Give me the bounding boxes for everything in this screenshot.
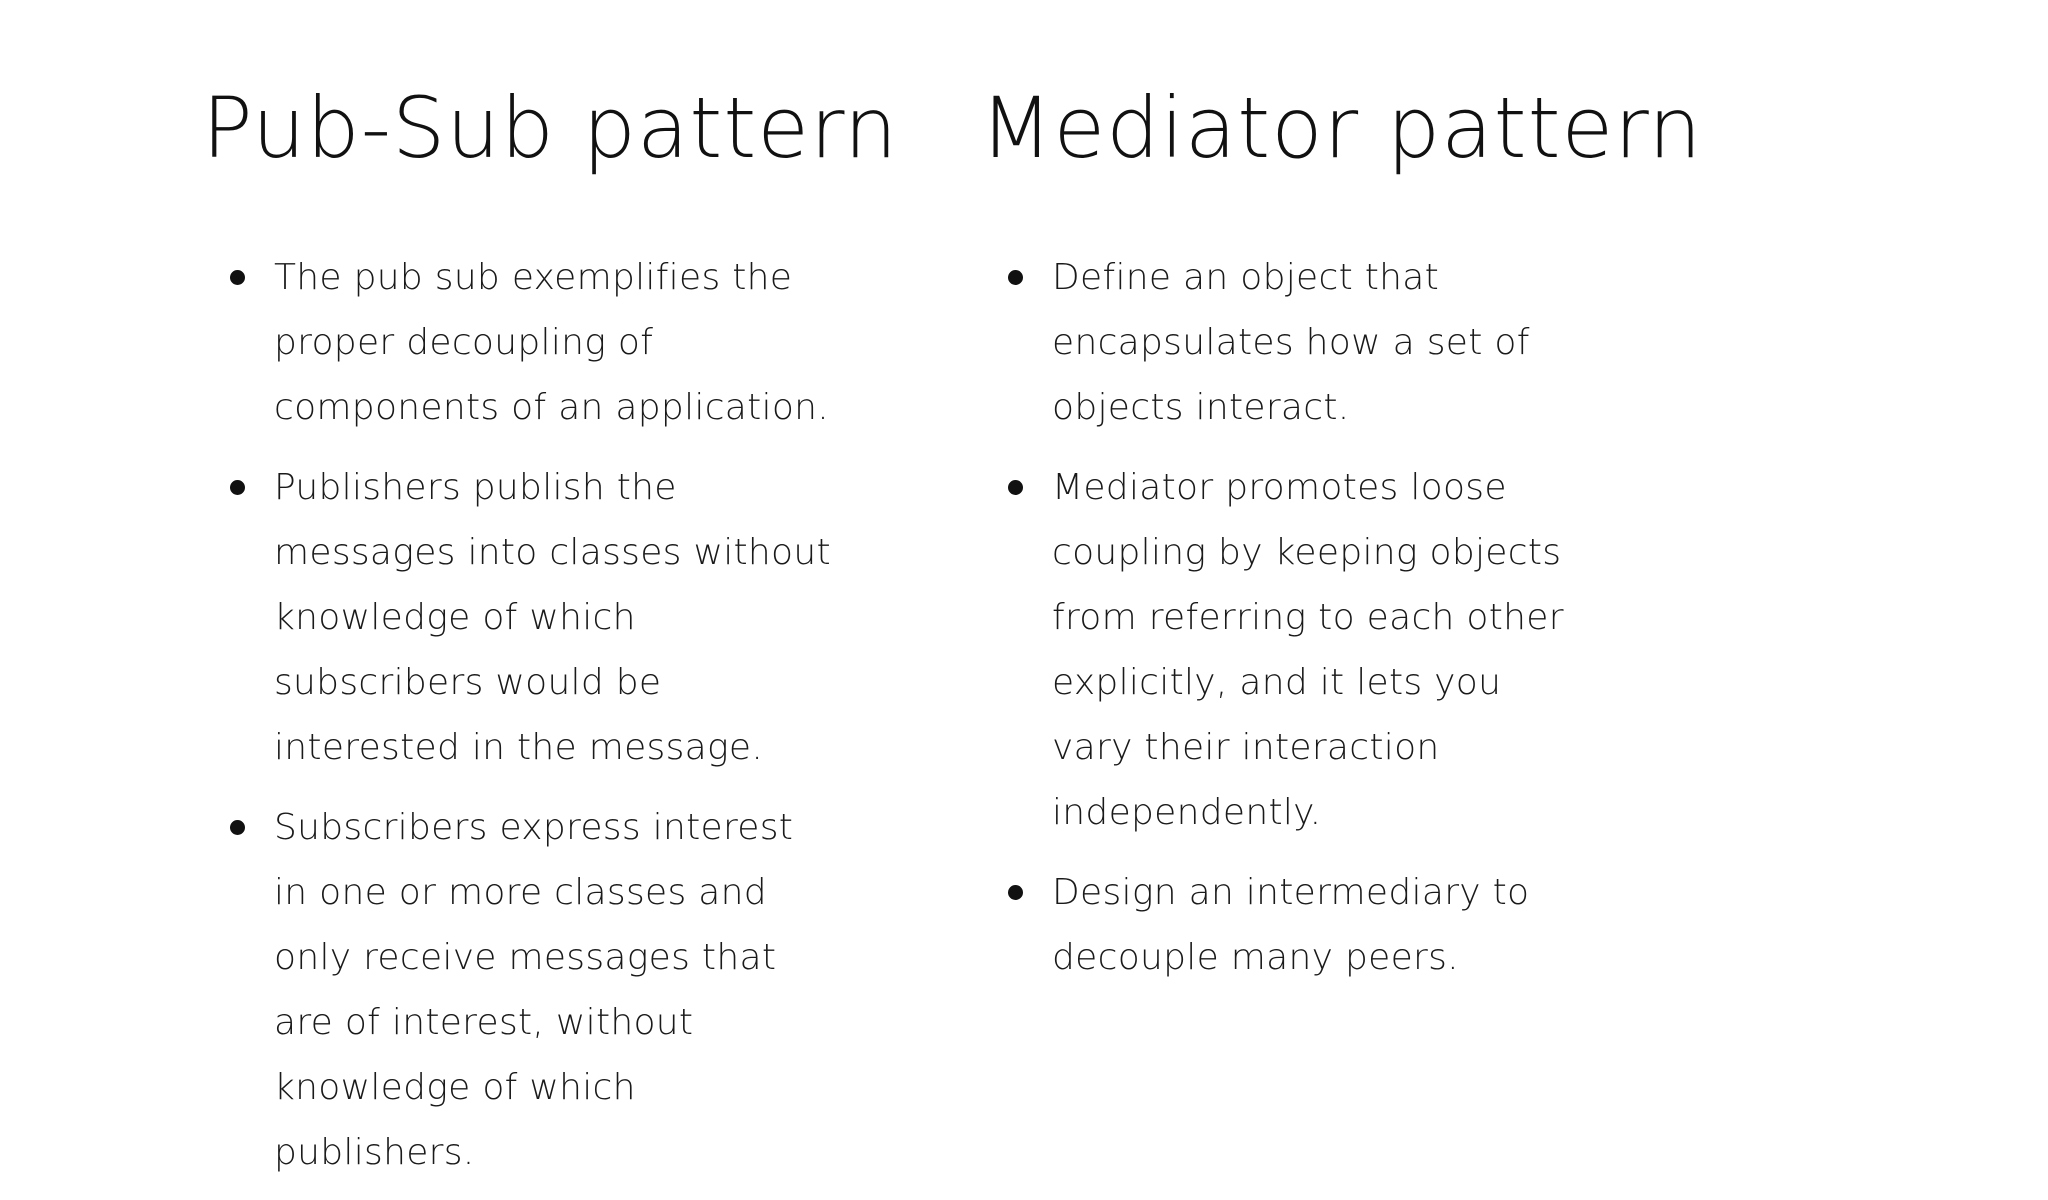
bullet-dot-icon [1008, 885, 1023, 900]
bullet-item [980, 455, 1582, 845]
bullet-dot-icon [230, 270, 245, 285]
mediator-bullet-list [980, 245, 1640, 1005]
bullet-dot-icon [1008, 480, 1023, 495]
bullet-text: Design an intermediary to decouple many peers. [1052, 872, 1530, 978]
mediator-title: Mediator pattern [980, 79, 1703, 177]
bullet-item [202, 455, 834, 780]
bullet-item [202, 245, 834, 440]
bullet-item [980, 245, 1582, 440]
bullet-text: Subscribers express interest in one or more classes and only receive messages that are of interest, without knowledge of which publishers. [274, 807, 794, 1173]
bullet-text: Mediator promotes loose coupling by keeping objects from referring to each other explicitly, and it lets you vary their interaction independently. [1052, 467, 1564, 833]
bullet-text: Define an object that encapsulates how a set of objects interact. [1052, 257, 1530, 428]
bullet-dot-icon [1008, 270, 1023, 285]
bullet-text: Publishers publish the messages into classes without knowledge of which subscribers would be interested in the message. [274, 467, 831, 768]
pubsub-bullet-list [202, 245, 842, 1200]
pubsub-title: Pub-Sub pattern [202, 79, 899, 177]
bullet-dot-icon [230, 820, 245, 835]
bullet-item [202, 795, 834, 1185]
bullet-text: The pub sub exemplifies the proper decoupling of components of an application. [274, 257, 830, 428]
bullet-item [980, 860, 1582, 990]
bullet-dot-icon [230, 480, 245, 495]
